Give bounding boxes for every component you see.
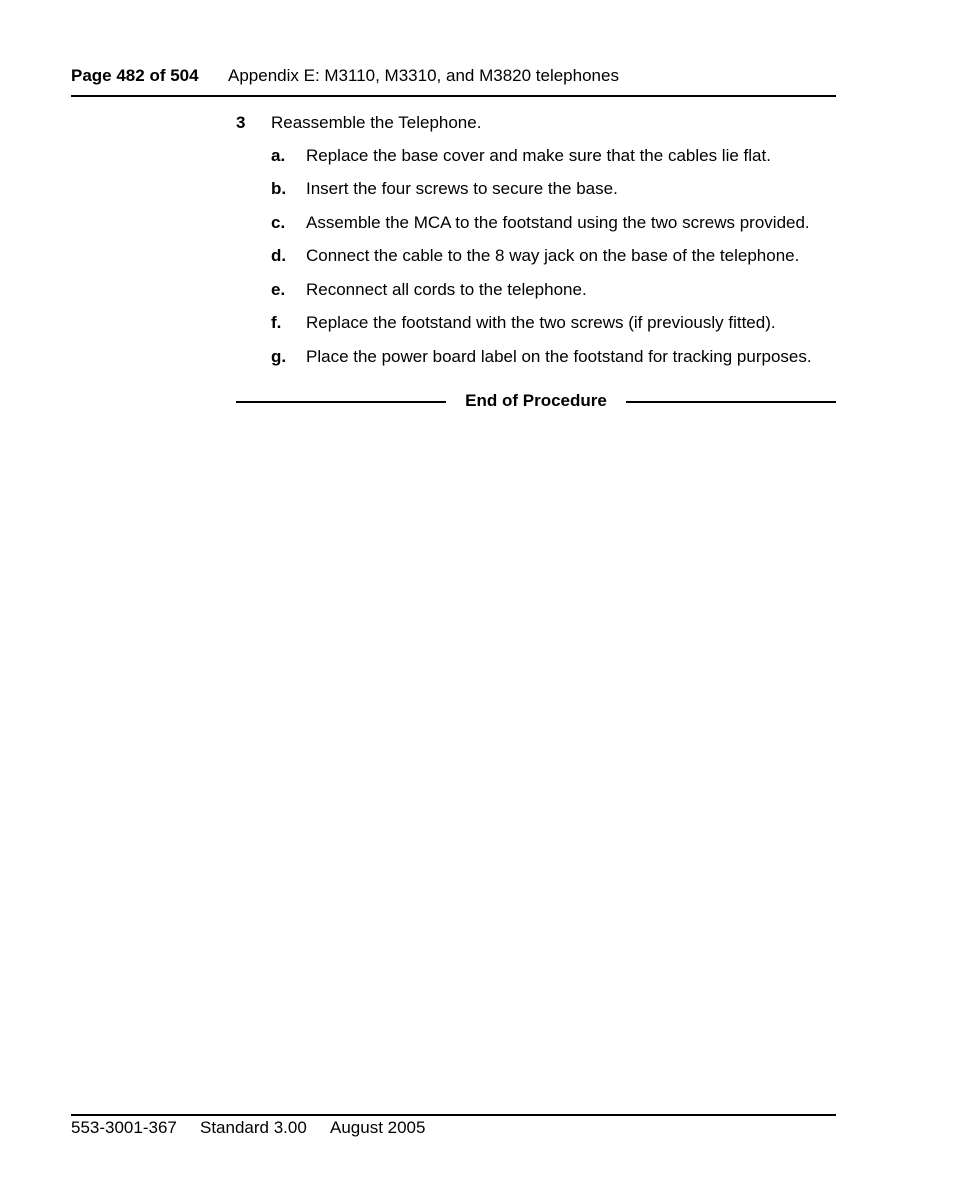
publication-date: August 2005 xyxy=(330,1118,426,1137)
substep-label: b. xyxy=(271,179,287,198)
step-text: Reassemble the Telephone. xyxy=(271,113,482,132)
substep-text: Reconnect all cords to the telephone. xyxy=(306,280,587,299)
substep-label: d. xyxy=(271,246,287,265)
page-header xyxy=(71,66,836,86)
substep-text: Assemble the MCA to the footstand using the two screws provided. xyxy=(306,213,810,232)
standard-version: Standard 3.00 xyxy=(200,1118,307,1137)
substep-text: Replace the base cover and make sure that the cables lie flat. xyxy=(306,146,771,165)
end-procedure-rule-left xyxy=(236,401,446,403)
end-of-procedure: End of Procedure xyxy=(465,391,607,410)
doc-number: 553-3001-367 xyxy=(71,1118,177,1137)
end-procedure-rule-right xyxy=(626,401,836,403)
substep-label: g. xyxy=(271,347,287,366)
header-rule xyxy=(71,95,836,97)
footer-rule xyxy=(71,1114,836,1116)
chapter-title: Appendix E: M3110, M3310, and M3820 telephones xyxy=(228,66,619,85)
substep-label: a. xyxy=(271,146,286,165)
substep-label: c. xyxy=(271,213,286,232)
substep-text: Insert the four screws to secure the base. xyxy=(306,179,618,198)
substep-text: Place the power board label on the footstand for tracking purposes. xyxy=(306,347,812,366)
page-number: Page 482 of 504 xyxy=(71,66,199,85)
step-number: 3 xyxy=(236,113,246,132)
substep-label: f. xyxy=(271,313,282,332)
substep-text: Replace the footstand with the two screws (if previously fitted). xyxy=(306,313,776,332)
substep-text: Connect the cable to the 8 way jack on the base of the telephone. xyxy=(306,246,800,265)
substep-label: e. xyxy=(271,280,286,299)
